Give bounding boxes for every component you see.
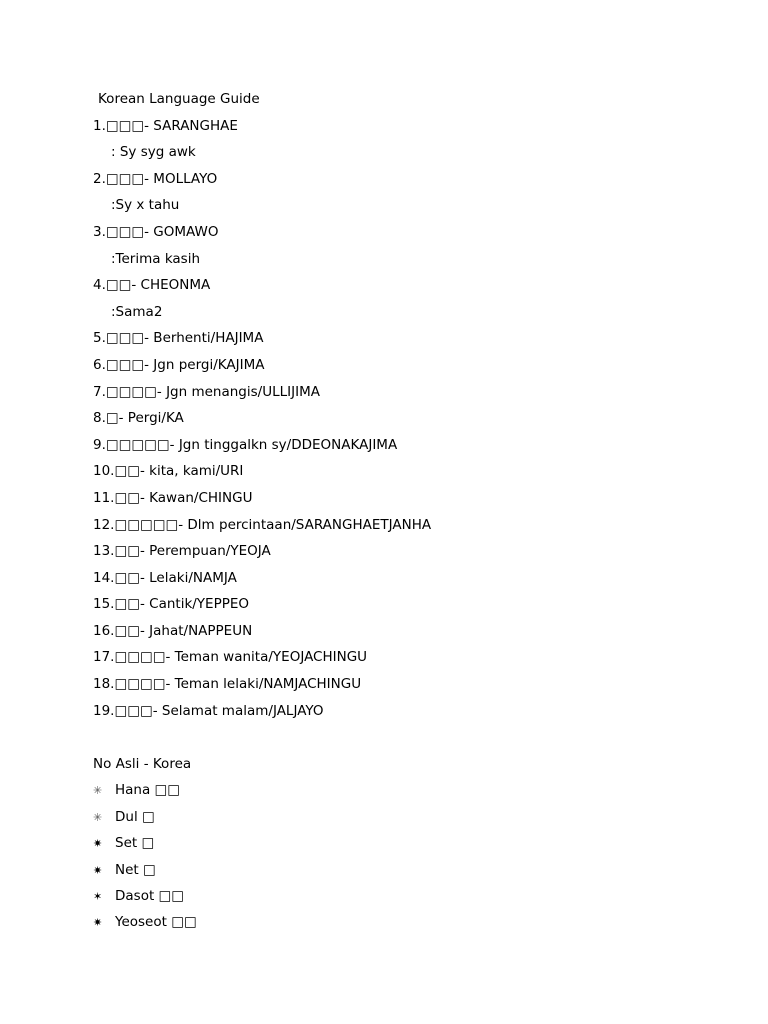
- list-item: 4.□□- CHEONMA: [93, 277, 211, 294]
- list-item: 16.□□- Jahat/NAPPEUN: [93, 622, 253, 639]
- list-item: 9.□□□□□- Jgn tinggalkn sy/DDEONAKAJIMA: [93, 436, 398, 453]
- list-item: 19.□□□- Selamat malam/JALJAYO: [93, 702, 324, 719]
- number-item: [93, 857, 733, 883]
- list-item: 5.□□□- Berhenti/HAJIMA: [93, 330, 264, 347]
- asterisk-bullet-icon: ✳: [93, 810, 103, 824]
- number-item-text: Hana □□: [115, 782, 181, 799]
- number-item-text: Dul □: [115, 808, 155, 825]
- star-bullet-icon: ✷: [93, 863, 103, 877]
- list-item: 7.□□□□- Jgn menangis/ULLIJIMA: [93, 383, 320, 400]
- list-item: 6.□□□- Jgn pergi/KAJIMA: [93, 356, 265, 373]
- document-title: Korean Language Guide: [98, 91, 260, 107]
- list-item: 18.□□□□- Teman lelaki/NAMJACHINGU: [93, 676, 362, 693]
- number-item: [93, 909, 733, 935]
- list-item: 3.□□□- GOMAWO: [93, 223, 219, 240]
- list-item: 11.□□- Kawan/CHINGU: [93, 489, 253, 506]
- number-item: [93, 804, 733, 830]
- star-bullet-icon: ✷: [93, 837, 103, 851]
- list-item-meaning: :Sama2: [111, 303, 163, 320]
- list-item: 10.□□- kita, kami/URI: [93, 463, 244, 480]
- number-item: [93, 830, 733, 856]
- star-bullet-icon: ✷: [93, 916, 103, 930]
- list-item: 15.□□- Cantik/YEPPEO: [93, 596, 250, 613]
- number-item-text: Dasot □□: [115, 888, 185, 904]
- list-item: 17.□□□□- Teman wanita/YEOJACHINGU: [93, 649, 368, 666]
- number-item: [93, 883, 733, 909]
- number-item-text: Yeoseot □□: [115, 914, 197, 931]
- number-item-text: Set □: [115, 835, 155, 852]
- list-item-meaning: :Sy x tahu: [111, 197, 180, 214]
- star-bullet-icon: ✶: [93, 890, 103, 903]
- list-item: 1.□□□- SARANGHAE: [93, 117, 238, 134]
- list-item: 8.□- Pergi/KA: [93, 410, 184, 427]
- list-item-meaning: :Terima kasih: [111, 250, 201, 267]
- list-item: 13.□□- Perempuan/YEOJA: [93, 543, 271, 560]
- paragraph-spacer: [93, 724, 733, 751]
- numbers-heading: No Asli - Korea: [93, 755, 192, 772]
- document-page: [93, 86, 733, 936]
- list-item-meaning: : Sy syg awk: [111, 144, 196, 161]
- document-title-line: [93, 86, 733, 113]
- asterisk-bullet-icon: ✳: [93, 784, 103, 798]
- list-item: 12.□□□□□- Dlm percintaan/SARANGHAETJANHA: [93, 516, 432, 533]
- number-item: [93, 777, 733, 803]
- number-item-text: Net □: [115, 861, 156, 878]
- list-item: 14.□□- Lelaki/NAMJA: [93, 569, 237, 586]
- list-item: 2.□□□- MOLLAYO: [93, 170, 218, 187]
